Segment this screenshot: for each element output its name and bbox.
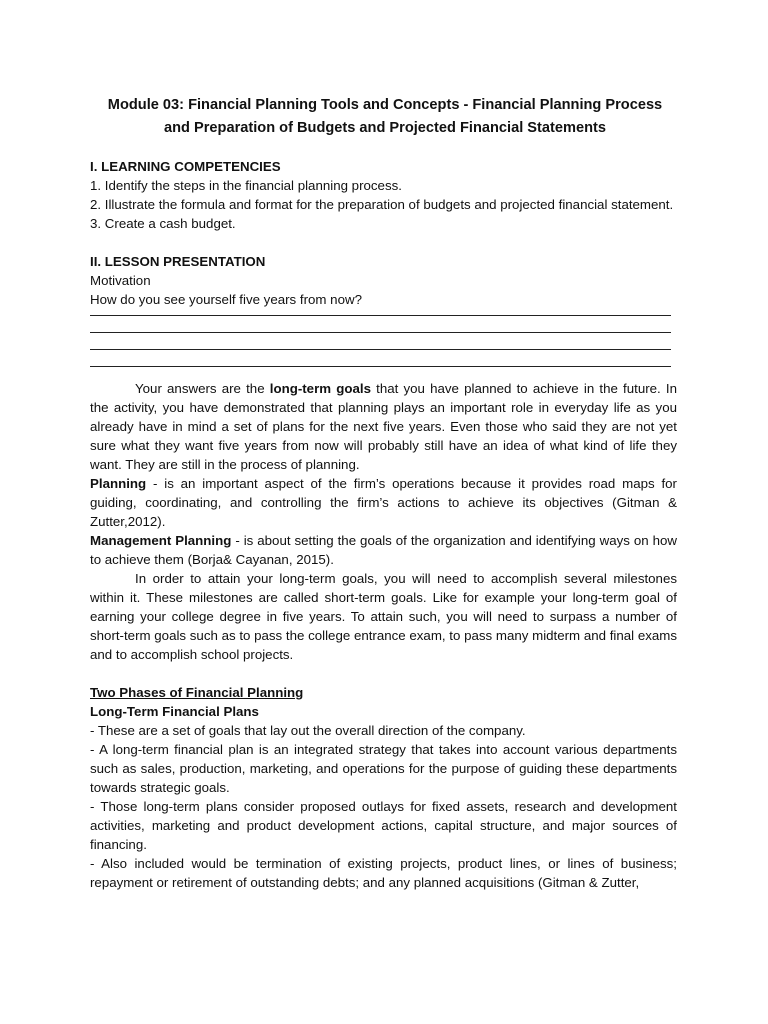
planning-term: Planning [90,476,147,491]
management-planning-term: Management Planning [90,533,232,548]
spacer [90,233,677,252]
bullet-item-3: - Those long-term plans consider proposed outlays for fixed assets, research and development activities, marketing and product development actions, capital structure, and major sources of financing. [90,799,677,852]
long-term-goals-term: long-term goals [269,381,371,396]
planning-definition-text: - is an important aspect of the firm’s operations because it provides road maps for guiding, coordinating, and controlling the firm’s actions to achieve its objectives (Gitman & Zutter,2012). [90,476,677,529]
spacer [90,664,677,683]
module-title-line-2: and Preparation of Budgets and Projected Financial Statements [164,120,606,136]
long-term-plans-subheading: Long-Term Financial Plans [90,704,259,719]
competency-item-3: 3. Create a cash budget. [90,216,236,231]
paragraph-text: that you have planned to achieve in the future. In the activity, you have demonstrated that planning plays an important role in everyday life as you already have in mind a set of plans for the next five years. Even those who said they are not yet sure what they want five years from now will probably still have an idea of what kind of life they want. They are still in the process of planning. [90,381,678,472]
document-body [90,157,677,892]
planning-definition [90,474,677,531]
module-title-line-1: Module 03: Financial Planning Tools and Concepts - Financial Planning Process [107,97,663,113]
two-phases-heading: Two Phases of Financial Planning [90,685,304,700]
milestones-paragraph: In order to attain your long-term goals, you will need to accomplish several milestones within it. These milestones are called short-term goals. Like for example your long-term goal of earning your college degree in five years. To attain such, you will need to surpass a number of short-term goals such as to pass the college entrance exam, to pass many midterm and final exams and to accomplish school projects. [90,571,677,662]
answer-line-2 [90,332,671,333]
long-term-goals-paragraph [90,379,677,474]
bullet-item-2: - A long-term financial plan is an integrated strategy that takes into account various departments such as sales, production, marketing, and operations for the purpose of guiding these departments towards strategic goals. [90,742,677,795]
competency-item-2: 2. Illustrate the formula and format for the preparation of budgets and projected financial statement. [90,197,674,212]
answer-line-3 [90,349,671,350]
management-planning-definition-text: - is about setting the goals of the organization and identifying ways on how to achieve them (Borja& Cayanan, 2015). [90,533,677,567]
module-title [60,94,710,140]
lesson-presentation-heading: II. LESSON PRESENTATION [90,254,266,269]
answer-lines [90,315,677,367]
bullet-item-1: - These are a set of goals that lay out the overall direction of the company. [90,723,526,738]
management-planning-definition [90,531,677,569]
competency-item-1: 1. Identify the steps in the financial planning process. [90,178,402,193]
motivation-question: How do you see yourself five years from now? [90,292,362,307]
paragraph-text: Your answers are the [135,381,270,396]
bullet-item-4: - Also included would be termination of existing projects, product lines, or lines of business; repayment or retirement of outstanding debts; and any planned acquisitions (Gitman & Zutter, [90,856,677,890]
answer-line-4 [90,366,671,367]
learning-competencies-heading: I. LEARNING COMPETENCIES [90,159,281,174]
answer-line-1 [90,315,671,316]
motivation-label: Motivation [90,273,151,288]
